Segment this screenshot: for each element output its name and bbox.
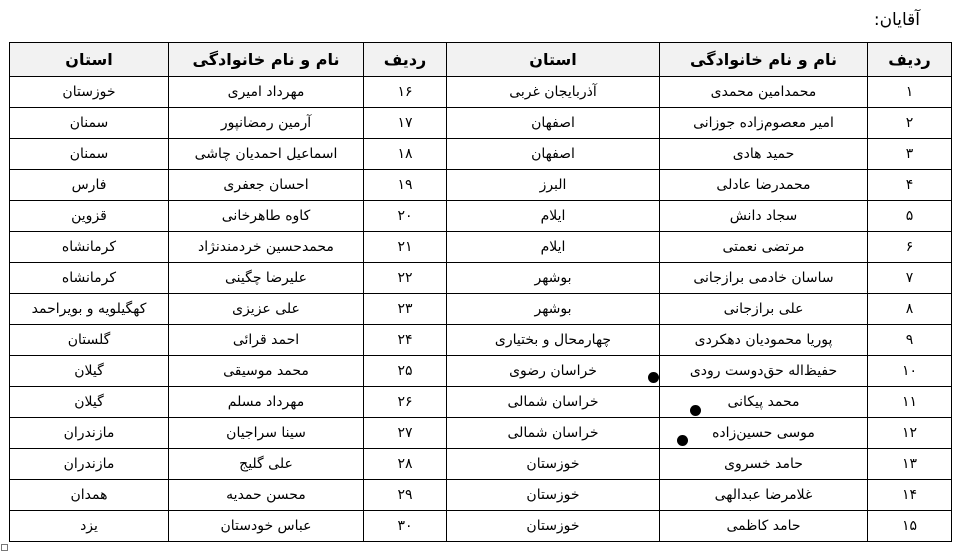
row-province-cell: خوزستان (447, 449, 660, 480)
row-name-cell: مهرداد امیری (169, 77, 364, 108)
row-name-cell: موسی حسین‌زاده (660, 418, 868, 449)
row-province-cell: گیلان (10, 387, 169, 418)
row-name-cell: امیر معصوم‌زاده جوزانی (660, 108, 868, 139)
table-row (10, 387, 952, 418)
table-row (10, 449, 952, 480)
row-index-cell: ۹ (868, 325, 952, 356)
row-name-cell: احسان جعفری (169, 170, 364, 201)
table-row (10, 139, 952, 170)
row-province-cell: سمنان (10, 108, 169, 139)
table-row (10, 263, 952, 294)
row-index-cell: ۱۴ (868, 480, 952, 511)
header-index-1: ردیف (868, 43, 952, 77)
row-index-cell: ۶ (868, 232, 952, 263)
row-index-cell: ۱۲ (868, 418, 952, 449)
row-province-cell: ایلام (447, 201, 660, 232)
row-name-cell: محسن حمدیه (169, 480, 364, 511)
row-name-cell: محمد موسیقی (169, 356, 364, 387)
table-row (10, 232, 952, 263)
table-row (10, 108, 952, 139)
row-province-cell: خوزستان (447, 480, 660, 511)
row-index-cell: ۳ (868, 139, 952, 170)
row-province-cell: خوزستان (447, 511, 660, 542)
row-index-cell: ۲۷ (364, 418, 447, 449)
row-name-cell: آرمین رمضانپور (169, 108, 364, 139)
row-name-cell: علی عزیزی (169, 294, 364, 325)
row-province-cell: اصفهان (447, 139, 660, 170)
table-row (10, 356, 952, 387)
row-province-cell: چهارمحال و بختیاری (447, 325, 660, 356)
row-index-cell: ۲۳ (364, 294, 447, 325)
row-name-cell: محمدحسین خردمندنژاد (169, 232, 364, 263)
row-name-cell: کاوه طاهرخانی (169, 201, 364, 232)
row-index-cell: ۵ (868, 201, 952, 232)
row-index-cell: ۱۱ (868, 387, 952, 418)
row-index-cell: ۱۵ (868, 511, 952, 542)
row-name-cell: مهرداد مسلم (169, 387, 364, 418)
table-row (10, 201, 952, 232)
row-province-cell: کهگیلویه و بویراحمد (10, 294, 169, 325)
row-index-cell: ۸ (868, 294, 952, 325)
row-index-cell: ۲ (868, 108, 952, 139)
row-name-cell: محمدرضا عادلی (660, 170, 868, 201)
row-province-cell: خراسان رضوی (447, 356, 660, 387)
row-name-cell: سجاد دانش (660, 201, 868, 232)
header-row (10, 43, 952, 77)
participants-table (9, 42, 952, 542)
row-name-cell: حامد خسروی (660, 449, 868, 480)
row-province-cell: همدان (10, 480, 169, 511)
row-province-cell: سمنان (10, 139, 169, 170)
bullet-dot (648, 372, 659, 383)
header-name-2: نام و نام خانوادگی (169, 43, 364, 77)
row-index-cell: ۲۲ (364, 263, 447, 294)
bullet-dot (677, 435, 688, 446)
row-index-cell: ۲۱ (364, 232, 447, 263)
row-index-cell: ۲۴ (364, 325, 447, 356)
table-corner-marker (1, 544, 8, 551)
row-index-cell: ۱۰ (868, 356, 952, 387)
row-name-cell: غلامرضا عبدالهی (660, 480, 868, 511)
row-index-cell: ۲۹ (364, 480, 447, 511)
row-index-cell: ۱۷ (364, 108, 447, 139)
row-province-cell: ایلام (447, 232, 660, 263)
row-index-cell: ۱۹ (364, 170, 447, 201)
row-province-cell: کرمانشاه (10, 263, 169, 294)
row-index-cell: ۳۰ (364, 511, 447, 542)
row-index-cell: ۷ (868, 263, 952, 294)
section-heading: آقایان: (873, 10, 920, 30)
row-index-cell: ۲۵ (364, 356, 447, 387)
row-province-cell: بوشهر (447, 294, 660, 325)
table-row (10, 170, 952, 201)
row-name-cell: محمدامین محمدی (660, 77, 868, 108)
row-province-cell: گلستان (10, 325, 169, 356)
row-province-cell: بوشهر (447, 263, 660, 294)
row-name-cell: حامد کاظمی (660, 511, 868, 542)
row-index-cell: ۴ (868, 170, 952, 201)
table-row (10, 294, 952, 325)
row-name-cell: پوریا محمودیان دهکردی (660, 325, 868, 356)
row-index-cell: ۱۳ (868, 449, 952, 480)
row-name-cell: ساسان خادمی برازجانی (660, 263, 868, 294)
row-name-cell: احمد قرائی (169, 325, 364, 356)
row-index-cell: ۲۶ (364, 387, 447, 418)
row-name-cell: علی برازجانی (660, 294, 868, 325)
row-name-cell: محمد پیکانی (660, 387, 868, 418)
table-row (10, 480, 952, 511)
row-index-cell: ۱۸ (364, 139, 447, 170)
row-name-cell: علی گلیج (169, 449, 364, 480)
row-index-cell: ۱۶ (364, 77, 447, 108)
row-province-cell: مازندران (10, 418, 169, 449)
row-province-cell: البرز (447, 170, 660, 201)
row-province-cell: یزد (10, 511, 169, 542)
row-name-cell: حفیظ‌اله حق‌دوست رودی (660, 356, 868, 387)
row-province-cell: خراسان شمالی (447, 387, 660, 418)
row-name-cell: اسماعیل احمدیان چاشی (169, 139, 364, 170)
row-index-cell: ۱ (868, 77, 952, 108)
row-name-cell: عباس خودستان (169, 511, 364, 542)
header-index-2: ردیف (364, 43, 447, 77)
table-row (10, 77, 952, 108)
table-row (10, 325, 952, 356)
table-row (10, 418, 952, 449)
row-province-cell: گیلان (10, 356, 169, 387)
row-province-cell: خوزستان (10, 77, 169, 108)
row-name-cell: مرتضی نعمتی (660, 232, 868, 263)
row-province-cell: فارس (10, 170, 169, 201)
bullet-dot (690, 405, 701, 416)
row-province-cell: مازندران (10, 449, 169, 480)
row-province-cell: قزوین (10, 201, 169, 232)
row-name-cell: علیرضا چگینی (169, 263, 364, 294)
row-province-cell: کرمانشاه (10, 232, 169, 263)
header-name-1: نام و نام خانوادگی (660, 43, 868, 77)
table-row (10, 511, 952, 542)
header-province-2: استان (10, 43, 169, 77)
row-province-cell: آذربایجان غربی (447, 77, 660, 108)
row-name-cell: حمید هادی (660, 139, 868, 170)
header-province-1: استان (447, 43, 660, 77)
row-index-cell: ۲۰ (364, 201, 447, 232)
row-province-cell: خراسان شمالی (447, 418, 660, 449)
row-name-cell: سینا سراجیان (169, 418, 364, 449)
row-index-cell: ۲۸ (364, 449, 447, 480)
row-province-cell: اصفهان (447, 108, 660, 139)
